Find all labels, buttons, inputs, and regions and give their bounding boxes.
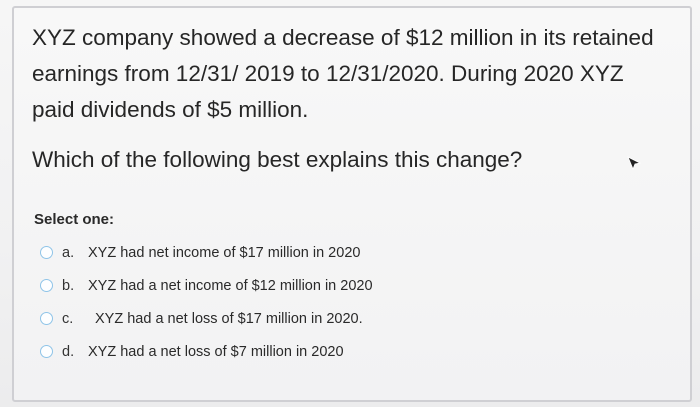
- cursor-arrow-icon: [627, 155, 641, 171]
- question-prompt: Which of the following best explains this change?: [32, 147, 523, 172]
- radio-unselected-icon[interactable]: [40, 279, 53, 292]
- option-text: XYZ had a net loss of $17 million in 2020.: [95, 310, 363, 327]
- select-one-label: Select one:: [34, 211, 115, 228]
- answer-option-d[interactable]: [40, 335, 373, 368]
- option-letter: c.: [62, 310, 74, 327]
- answer-option-b[interactable]: [40, 269, 373, 302]
- radio-unselected-icon[interactable]: [40, 345, 53, 358]
- radio-unselected-icon[interactable]: [40, 312, 53, 325]
- answer-options: [40, 236, 373, 368]
- answer-option-c[interactable]: [40, 302, 373, 335]
- option-text: XYZ had a net income of $12 million in 2020: [88, 277, 373, 294]
- option-letter: a.: [62, 244, 75, 261]
- question-text: XYZ company showed a decrease of $12 million in its retained earnings from 12/31/ 2019 to 12/31/2020. During 2020 XYZ paid dividends of $5 million.: [32, 25, 654, 122]
- option-letter: d.: [62, 343, 75, 360]
- option-text: XYZ had net income of $17 million in 2020: [88, 244, 361, 261]
- question-card: [12, 6, 692, 402]
- option-text: XYZ had a net loss of $7 million in 2020: [88, 343, 344, 360]
- option-letter: b.: [62, 277, 75, 294]
- answer-option-a[interactable]: [40, 236, 373, 269]
- radio-unselected-icon[interactable]: [40, 246, 53, 259]
